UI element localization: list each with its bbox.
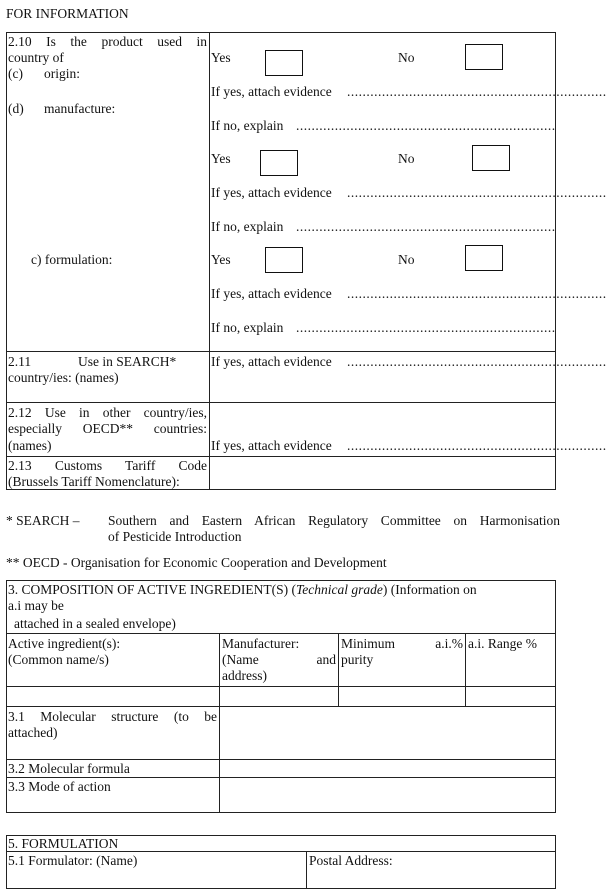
row-divider xyxy=(6,456,556,457)
q211-title: Use in SEARCH* xyxy=(78,354,177,369)
manufacture-yes-checkbox[interactable] xyxy=(260,150,298,176)
origin-no-label: No xyxy=(398,50,415,65)
q212-title-names: (names) xyxy=(8,438,52,453)
manufacture-yes-label: Yes xyxy=(211,151,231,166)
row-molecular-formula: 3.2 Molecular formula xyxy=(8,761,130,776)
row-divider xyxy=(6,777,556,778)
q212-if-yes-field[interactable]: ................................................................... xyxy=(347,438,607,453)
col-minimum-purity: Minimum a.i.% xyxy=(341,636,463,651)
section5-title: 5. FORMULATION xyxy=(8,836,119,851)
formulation-if-no-field[interactable]: ................................................................... xyxy=(296,320,556,335)
page-heading: FOR INFORMATION xyxy=(6,6,129,21)
col-manufacturer-sub: (Name and xyxy=(222,652,336,667)
q210-d-prefix: (d) xyxy=(8,101,24,116)
column-divider xyxy=(219,633,220,813)
q212-title-cont: especially OECD** countries: xyxy=(8,421,207,436)
manufacture-if-no-label: If no, explain xyxy=(211,219,284,234)
formulation-if-yes-field[interactable]: ................................................................... xyxy=(347,286,607,301)
q212-if-yes-label: If yes, attach evidence xyxy=(211,438,332,453)
column-divider xyxy=(209,32,210,490)
col-active-ingredient-sub: (Common name/s) xyxy=(8,652,109,667)
row-divider xyxy=(6,706,556,707)
section3-title: 3. COMPOSITION OF ACTIVE INGREDIENT(S) (Technical grade) (Information on xyxy=(8,582,477,597)
manufacture-if-yes-label: If yes, attach evidence xyxy=(211,185,332,200)
origin-if-no-label: If no, explain xyxy=(211,118,284,133)
formulation-if-no-label: If no, explain xyxy=(211,320,284,335)
row-divider xyxy=(6,402,556,403)
formulation-no-label: No xyxy=(398,252,415,267)
section3-title-cont: a.i may be xyxy=(8,598,64,613)
col-minimum-purity-sub: purity xyxy=(341,652,374,667)
q213-title: 2.13 Customs Tariff Code xyxy=(8,458,207,473)
origin-no-checkbox[interactable] xyxy=(465,44,503,70)
q211-title-cont: country/ies: (names) xyxy=(8,370,119,385)
q211-if-yes-field[interactable]: ................................................................... xyxy=(347,354,607,369)
row-molecular-structure: 3.1 Molecular structure (to be xyxy=(8,709,217,724)
col-manufacturer-sub2: address) xyxy=(222,668,267,683)
q210-formulation-label: c) formulation: xyxy=(31,252,113,267)
row-mode-of-action: 3.3 Mode of action xyxy=(8,779,111,794)
origin-if-no-field[interactable]: ................................................................... xyxy=(296,118,556,133)
formulation-no-checkbox[interactable] xyxy=(465,245,503,271)
footnote-oecd: ** OECD - Organisation for Economic Cooperation and Development xyxy=(6,555,387,570)
q210-origin-label: origin: xyxy=(44,66,80,81)
formulation-yes-label: Yes xyxy=(211,252,231,267)
manufacture-no-checkbox[interactable] xyxy=(472,145,510,171)
postal-address-label: Postal Address: xyxy=(309,853,393,868)
footnote-search-text-cont: of Pesticide Introduction xyxy=(108,529,242,544)
column-divider xyxy=(306,851,307,889)
q210-manufacture-label: manufacture: xyxy=(44,101,116,116)
q211-number: 2.11 xyxy=(8,354,32,369)
footnote-search-mark: * SEARCH – xyxy=(6,513,80,528)
row-molecular-structure-cont: attached) xyxy=(8,725,58,740)
origin-yes-label: Yes xyxy=(211,50,231,65)
row-divider xyxy=(6,686,556,687)
origin-if-yes-label: If yes, attach evidence xyxy=(211,84,332,99)
origin-if-yes-field[interactable]: ................................................................... xyxy=(347,84,607,99)
column-divider xyxy=(465,633,466,706)
col-ai-range: a.i. Range % xyxy=(468,636,537,651)
row-divider xyxy=(6,633,556,634)
manufacture-no-label: No xyxy=(398,151,415,166)
origin-yes-checkbox[interactable] xyxy=(265,50,303,76)
col-active-ingredient: Active ingredient(s): xyxy=(8,636,121,651)
footnote-search-text: Southern and Eastern African Regulatory Committee on Harmonisation xyxy=(108,513,560,528)
row-divider xyxy=(6,759,556,760)
q213-title-cont: (Brussels Tariff Nomenclature): xyxy=(8,474,180,489)
formulator-label: 5.1 Formulator: (Name) xyxy=(8,853,138,868)
q212-title: 2.12 Use in other country/ies, xyxy=(8,405,207,420)
manufacture-if-no-field[interactable]: ................................................................... xyxy=(296,219,556,234)
q210-title-cont: country of xyxy=(8,50,64,65)
section3-title-cont2: attached in a sealed envelope) xyxy=(14,616,176,631)
formulation-yes-checkbox[interactable] xyxy=(265,247,303,273)
manufacture-if-yes-field[interactable]: ................................................................... xyxy=(347,185,607,200)
col-manufacturer: Manufacturer: xyxy=(222,636,300,651)
q211-if-yes-label: If yes, attach evidence xyxy=(211,354,332,369)
column-divider xyxy=(338,633,339,706)
row-divider xyxy=(6,351,556,352)
formulation-if-yes-label: If yes, attach evidence xyxy=(211,286,332,301)
q210-c-prefix: (c) xyxy=(8,66,23,81)
q210-title: 2.10 Is the product used in xyxy=(8,34,207,49)
